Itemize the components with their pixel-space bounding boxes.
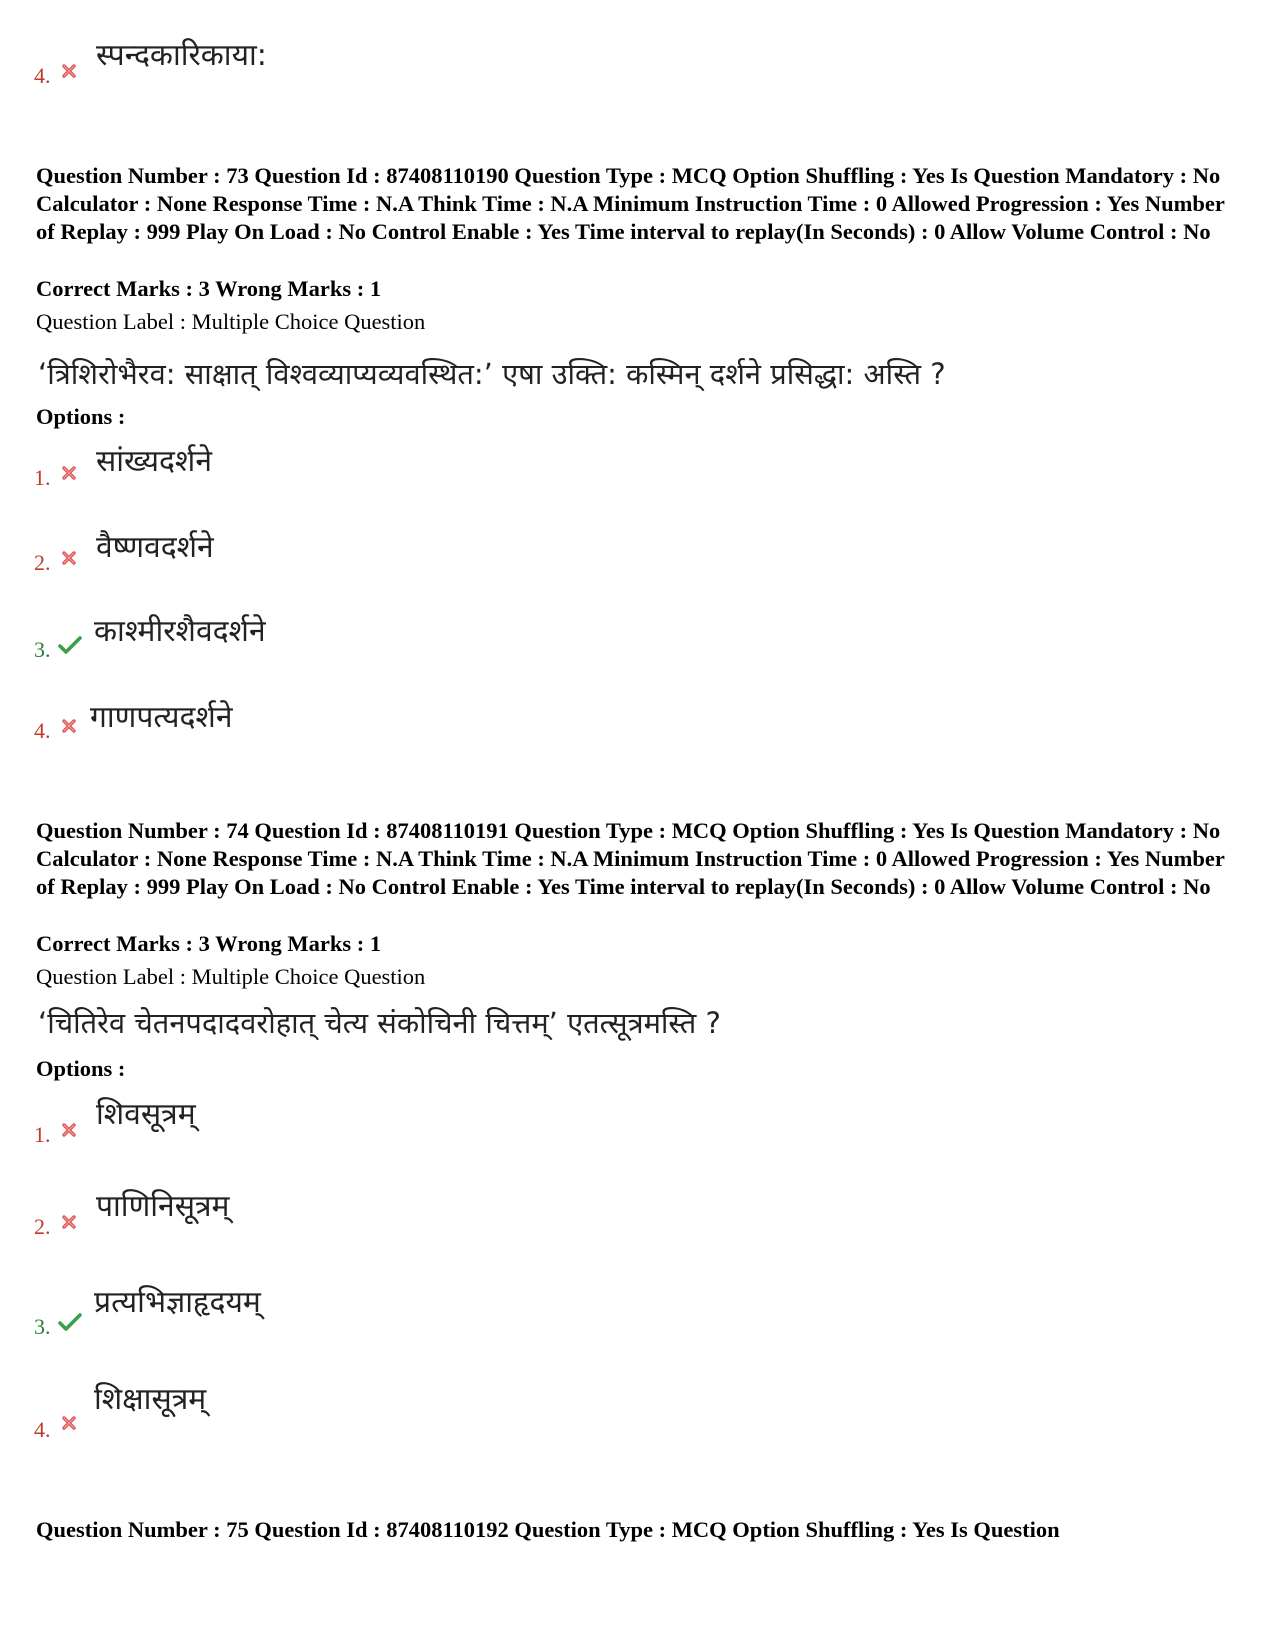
question-meta: Question Number : 73 Question Id : 87408110190 Question Type : MCQ Option Shuffling : Yes Is Question Mandatory : No Calculator : None Response Time : N.A Think Time : N.A Minimum Instruction Time : 0 Allowed Progression : Yes Number of Replay : 999 Play On Load : No Control Enable : Yes Time interval to replay(In Seconds) : 0 Allow Volume Control : No [36,163,1225,244]
option-number: 1. [34,465,51,490]
options-heading: Options : [36,1056,126,1081]
cross-icon [60,62,78,80]
check-icon [58,636,82,654]
cross-icon [60,717,78,735]
option-text: शिवसूत्रम् [96,1097,196,1132]
option-number: 3. [34,1314,51,1339]
option-number: 2. [34,550,51,575]
option-text: शिक्षासूत्रम् [94,1382,207,1417]
option-text: गाणपत्यदर्शने [90,700,233,735]
cross-icon [60,464,78,482]
option-text: पाणिनिसूत्रम् [96,1189,230,1224]
cross-icon [60,1414,78,1432]
marks-line: Correct Marks : 3 Wrong Marks : 1 [36,276,382,301]
cross-icon [60,1121,78,1139]
options-heading: Options : [36,404,126,429]
question-meta: Question Number : 74 Question Id : 87408110191 Question Type : MCQ Option Shuffling : Yes Is Question Mandatory : No Calculator : None Response Time : N.A Think Time : N.A Minimum Instruction Time : 0 Allowed Progression : Yes Number of Replay : 999 Play On Load : No Control Enable : Yes Time interval to replay(In Seconds) : 0 Allow Volume Control : No [36,818,1225,899]
option-text: स्पन्दकारिकाया: [96,38,267,73]
question-label: Question Label : Multiple Choice Question [36,309,426,334]
question-meta: Question Number : 75 Question Id : 87408110192 Question Type : MCQ Option Shuffling : Yes Is Question [36,1517,1060,1542]
option-text: काश्मीरशैवदर्शने [94,614,266,649]
question-text: ‘त्रिशिरोभैरव: साक्षात् विश्वव्याप्यव्यवस्थित:’ एषा उक्ति: कस्मिन् दर्शने प्रसिद्धा: अस्ति ? [38,357,946,391]
option-number: 4. [34,718,51,743]
option-number: 1. [34,1122,51,1147]
option-number: 3. [34,637,51,662]
cross-icon [60,549,78,567]
cross-icon [60,1213,78,1231]
question-text: ‘चितिरेव चेतनपदादवरोहात् चेत्य संकोचिनी चित्तम्’ एतत्सूत्रमस्ति ? [38,1006,721,1040]
option-number: 2. [34,1214,51,1239]
option-text: प्रत्यभिज्ञाहृदयम् [94,1285,261,1320]
option-number: 4. [34,63,51,88]
option-text: सांख्यदर्शने [96,444,212,479]
option-number: 4. [34,1417,51,1442]
check-icon [58,1313,82,1331]
question-label: Question Label : Multiple Choice Question [36,964,426,989]
marks-line: Correct Marks : 3 Wrong Marks : 1 [36,931,382,956]
option-text: वैष्णवदर्शने [96,530,214,565]
